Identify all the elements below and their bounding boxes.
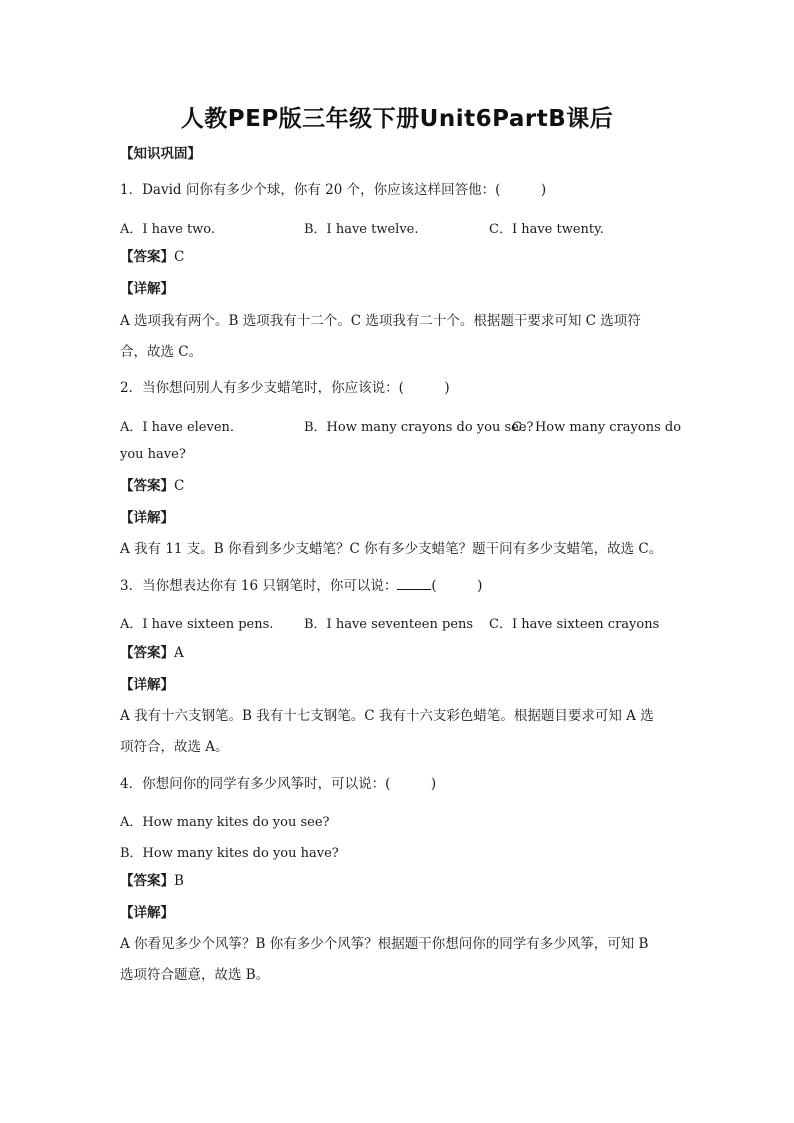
q3-stem-paren: ( ) xyxy=(431,578,483,594)
q1-option-a: A．I have two. xyxy=(120,222,216,237)
answer-label: 【答案】 xyxy=(120,249,174,265)
q4-stem: 4．你想问你的同学有多少风筝时，可以说：( ) xyxy=(120,776,437,792)
q3-detail-label: 【详解】 xyxy=(120,677,174,693)
q3-detail-line-2: 项符合，故选 A。 xyxy=(120,739,229,755)
q2-option-c: C．How many crayons do xyxy=(512,420,682,435)
q4-detail-label: 【详解】 xyxy=(120,905,174,921)
q3-option-b: B．I have seventeen pens xyxy=(304,617,474,632)
q4-option-b: B．How many kites do you have? xyxy=(120,846,339,861)
q3-detail-line-1: A 我有十六支钢笔。B 我有十七支钢笔。C 我有十六支彩色蜡笔。根据题目要求可知 A 选 xyxy=(120,708,654,724)
q1-detail-label: 【详解】 xyxy=(120,281,174,297)
q4-option-a: A．How many kites do you see? xyxy=(120,815,330,830)
q3-answer-blank xyxy=(397,577,431,590)
q2-detail-line-1: A 我有 11 支。B 你看到多少支蜡笔？C 你有多少支蜡笔？题干问有多少支蜡笔，故选 C。 xyxy=(120,541,663,557)
q1-option-c: C．I have twenty. xyxy=(489,222,604,237)
q1-answer xyxy=(120,248,184,266)
q3-answer-value: A xyxy=(174,645,184,661)
q3-option-c: C．I have sixteen crayons xyxy=(489,617,660,632)
section-heading: 【知识巩固】 xyxy=(120,146,201,162)
q1-option-b: B．I have twelve. xyxy=(304,222,419,237)
answer-label: 【答案】 xyxy=(120,873,174,889)
q2-answer xyxy=(120,477,184,495)
answer-label: 【答案】 xyxy=(120,645,174,661)
q2-stem: 2．当你想问别人有多少支蜡笔时，你应该说：( ) xyxy=(120,380,450,396)
q1-detail-line-1: A 选项我有两个。B 选项我有十二个。C 选项我有二十个。根据题干要求可知 C 选项符 xyxy=(120,313,641,329)
q4-answer-value: B xyxy=(174,873,184,889)
q1-stem: 1．David 问你有多少个球，你有 20 个，你应该这样回答他：( ) xyxy=(120,182,547,198)
q3-answer xyxy=(120,644,184,662)
q3-stem-text: 3．当你想表达你有 16 只钢笔时，你可以说： xyxy=(120,578,398,594)
q2-detail-label: 【详解】 xyxy=(120,510,174,526)
q2-option-b: B．How many crayons do you see? xyxy=(304,420,534,435)
q2-option-a: A．I have eleven. xyxy=(120,420,235,435)
q2-answer-value: C xyxy=(174,478,185,494)
q2-option-c-cont: you have? xyxy=(120,447,186,462)
q1-answer-value: C xyxy=(174,249,185,265)
document-title: 人教PEP版三年级下册Unit6PartB课后 xyxy=(180,106,614,132)
q4-answer xyxy=(120,872,184,890)
q4-detail-line-1: A 你看见多少个风筝？B 你有多少个风筝？根据题干你想问你的同学有多少风筝，可知 B xyxy=(120,936,649,952)
q4-detail-line-2: 选项符合题意，故选 B。 xyxy=(120,967,270,983)
answer-label: 【答案】 xyxy=(120,478,174,494)
q3-option-a: A．I have sixteen pens. xyxy=(120,617,274,632)
q1-detail-line-2: 合，故选 C。 xyxy=(120,344,203,360)
q3-stem xyxy=(120,577,482,595)
